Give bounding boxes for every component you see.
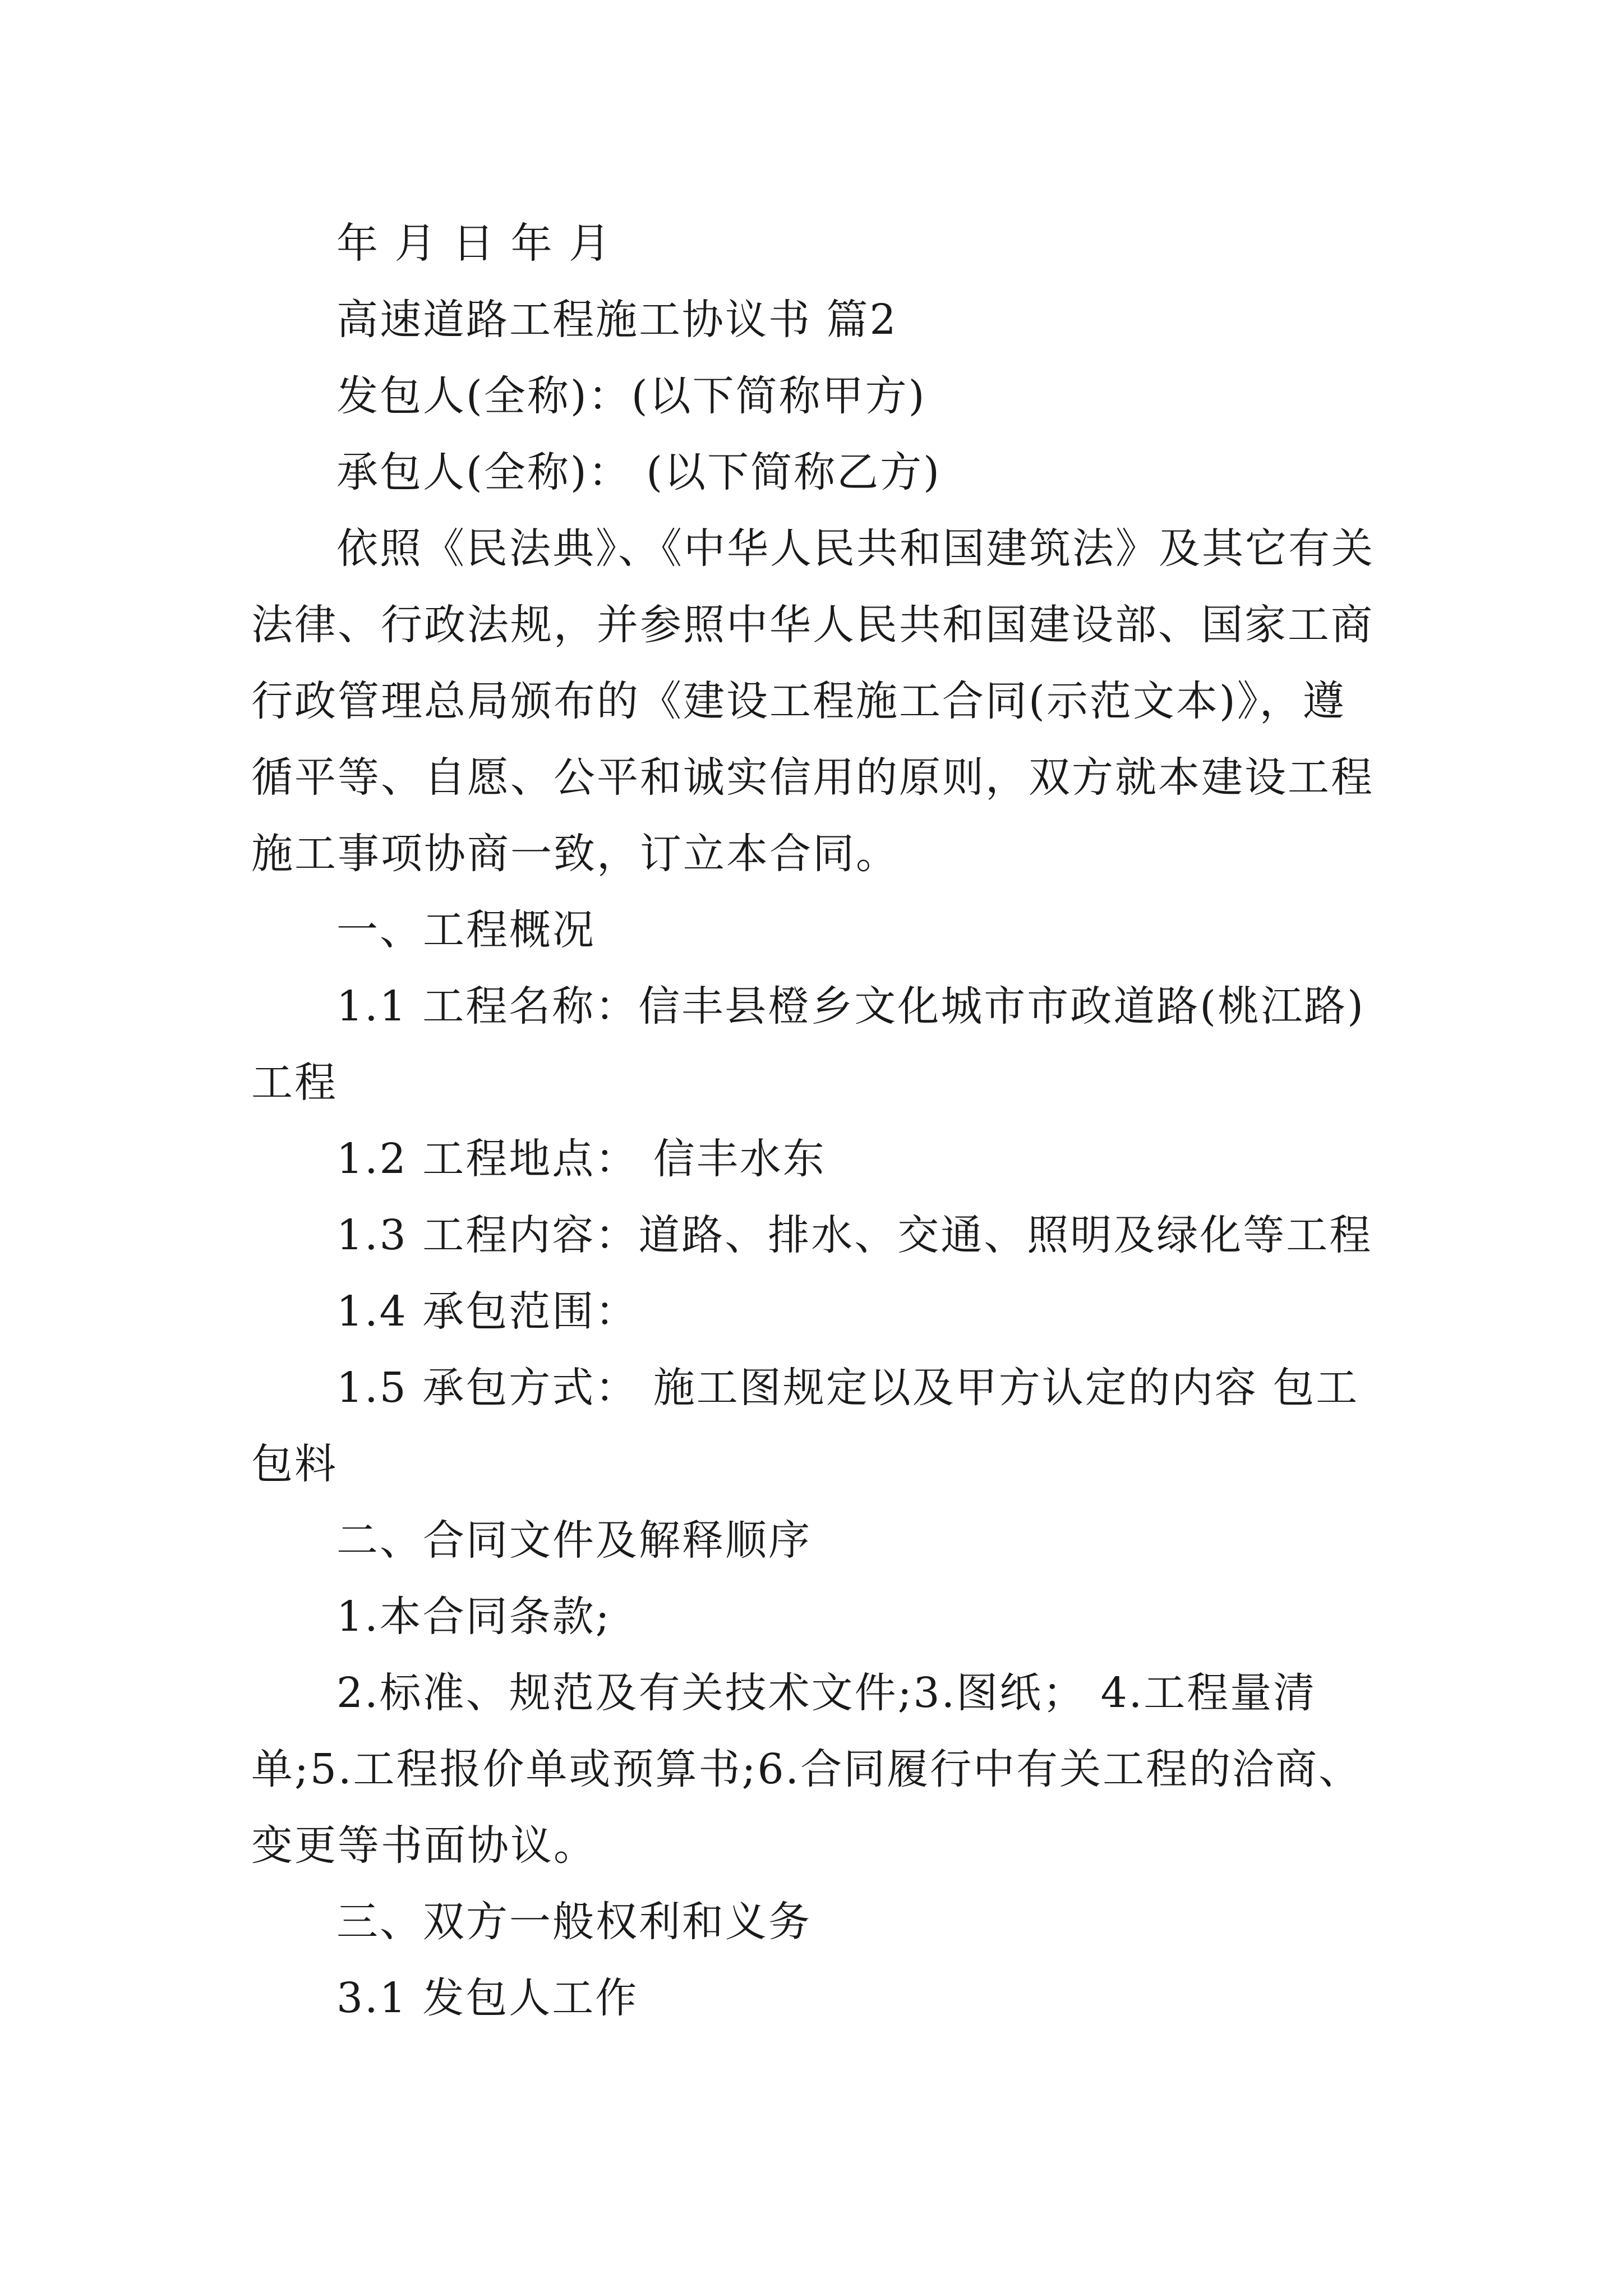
heading-overview: 一、工程概况: [336, 906, 596, 954]
employer-line: 发包人(全称)：(以下简称甲方): [336, 372, 926, 420]
clause-1-1: 1.1 工程名称：信丰县橙乡文化城市市政道路(桃江路): [336, 982, 1365, 1030]
document-item-1: 1.本合同条款;: [336, 1593, 611, 1641]
document-items-line-3: 变更等书面协议。: [251, 1821, 597, 1870]
document-items-line-1: 2.标准、规范及有关技术文件;3.图纸； 4.工程量清: [336, 1669, 1317, 1717]
preamble-line-1: 依照《民法典》、《中华人民共和国建筑法》及其它有关: [336, 524, 1375, 573]
section-title: 高速道路工程施工协议书 篇2: [336, 296, 898, 344]
contractor-line: 承包人(全称)： (以下简称乙方): [336, 448, 942, 496]
clause-1-4: 1.4 承包范围：: [336, 1287, 639, 1336]
document-items-line-2: 单;5.工程报价单或预算书;6.合同履行中有关工程的洽商、: [251, 1745, 1362, 1793]
clause-1-5: 1.5 承包方式： 施工图规定以及甲方认定的内容 包工: [336, 1364, 1359, 1412]
clause-1-2: 1.2 工程地点： 信丰水东: [336, 1135, 826, 1183]
clause-1-5-cont: 包料: [251, 1440, 338, 1488]
preamble-line-3: 行政管理总局颁布的《建设工程施工合同(示范文本)》，遵: [251, 677, 1346, 725]
preamble-line-2: 法律、行政法规，并参照中华人民共和国建设部、国家工商: [251, 601, 1374, 649]
preamble-line-4: 循平等、自愿、公平和诚实信用的原则，双方就本建设工程: [251, 753, 1374, 802]
date-line: 年 月 日 年 月: [336, 219, 612, 268]
clause-3-1: 3.1 发包人工作: [336, 1974, 639, 2022]
clause-1-1-cont: 工程: [251, 1059, 338, 1107]
clause-1-3: 1.3 工程内容：道路、排水、交通、照明及绿化等工程: [336, 1211, 1373, 1259]
heading-contract-documents: 二、合同文件及解释顺序: [336, 1516, 811, 1565]
preamble-line-5: 施工事项协商一致，订立本合同。: [251, 830, 899, 878]
heading-rights-obligations: 三、双方一般权利和义务: [336, 1898, 811, 1946]
